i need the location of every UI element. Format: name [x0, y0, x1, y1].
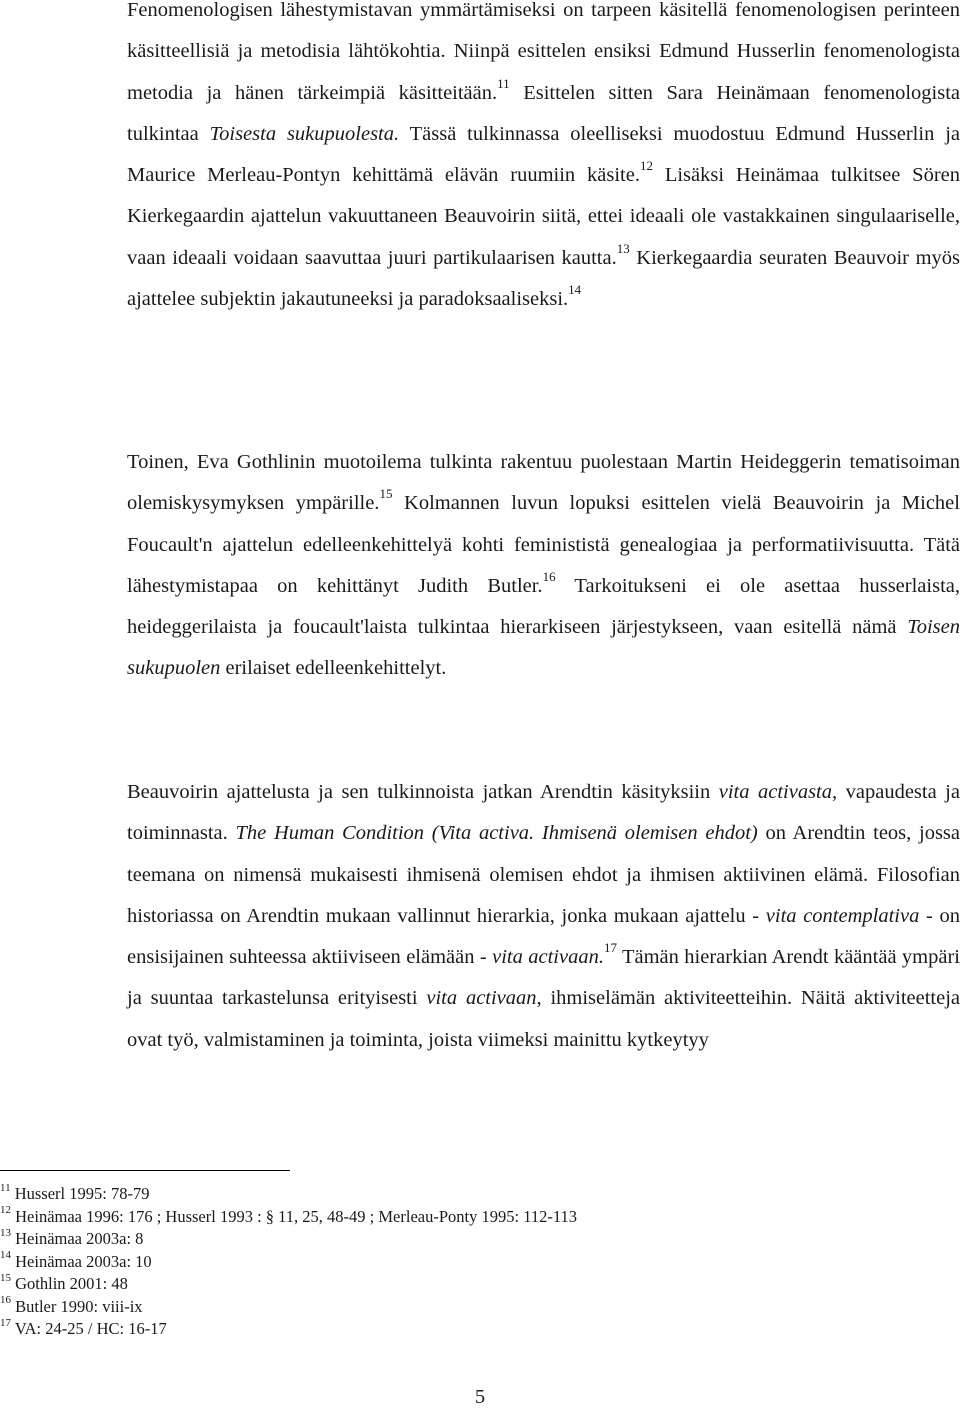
text: erilaiset edelleenkehittelyt. — [220, 657, 447, 680]
footnote-ref-13[interactable]: 13 — [616, 240, 630, 256]
paragraph-3 — [127, 772, 960, 1061]
text: Tarkoitukseni ei ole asettaa husserlaista, heideggerilaista ja foucault'laista tulkintaa hierarkiseen järjestykseen, vaan esitellä nämä — [127, 574, 960, 639]
footnote-ref-12[interactable]: 12 — [639, 158, 653, 174]
footnote-ref-11[interactable]: 11 — [497, 75, 510, 91]
footnote-ref-16[interactable]: 16 — [542, 569, 556, 585]
footnote-ref-17[interactable]: 17 — [603, 940, 617, 956]
footnote-number: 16 — [0, 1294, 11, 1306]
italic-term: vita contemplativa — [765, 904, 920, 927]
footnote-13 — [0, 1228, 960, 1251]
footnote-text: Heinämaa 2003a: 8 — [15, 1229, 144, 1248]
text: Beauvoirin ajattelusta ja sen tulkinnoista jatkan Arendtin käsityksiin — [127, 781, 719, 803]
text: Toinen, Eva Gothlinin muotoilema tulkinta rakentuu puolestaan Martin Heideggerin tematisoiman olemiskysymyksen ympärille. — [127, 451, 960, 515]
footnote-text: Husserl 1995: 78-79 — [14, 1184, 150, 1203]
footnote-number: 14 — [0, 1249, 11, 1261]
paragraph-2 — [127, 442, 960, 690]
book-title: Toisesta sukupuolesta. — [209, 122, 400, 145]
italic-term: vita activaan. — [492, 946, 604, 969]
text: Esittelen sitten Sara Heinämaan fenomenologista tulkintaa — [127, 81, 960, 145]
footnote-text: Heinämaa 1996: 176 ; Husserl 1993 : — [15, 1206, 266, 1226]
text: Tämän hierarkian Arendt kääntää ympäri ja suuntaa tarkastelunsa erityisesti — [127, 946, 960, 1010]
footnote-12 — [0, 1206, 960, 1229]
footnote-number: 15 — [0, 1271, 11, 1284]
footnote-ref-14[interactable]: 14 — [568, 282, 582, 298]
footnote-14 — [0, 1251, 960, 1274]
text: - on ensisijainen suhteessa aktiiviseen elämään - — [127, 904, 960, 969]
text: Lisäksi Heinämaa tulkitsee Sören Kierkegaardin ajattelun vakuuttaneen Beauvoirin siitä, ettei ideaali ole vastakkainen singulaariselle, vaan ideaali voidaan saavuttaa juuri partikulaarisen kautta. — [127, 164, 960, 269]
footnotes — [0, 1183, 960, 1341]
text: , vapaudesta ja toiminnasta. — [127, 781, 960, 845]
page-number: 5 — [474, 1386, 486, 1408]
text: Tässä tulkinnassa oleelliseksi muodostuu Edmund Husserlin ja Maurice Merleau-Pontyn kehittämä elävän ruumiin käsite. — [127, 122, 960, 187]
text: , ihmiselämän aktiviteetteihin. Näitä aktiviteetteja ovat työ, valmistaminen ja toiminta, joista viimeksi mainittu kytkeytyy — [127, 987, 960, 1051]
italic-term: vita activaan — [426, 987, 537, 1010]
paragraph-1 — [127, 0, 960, 320]
footnote-ref-15[interactable]: 15 — [379, 486, 393, 502]
footnote-number: 11 — [0, 1181, 11, 1194]
footnote-text: 11, 25, 48-49 ; Merleau-Ponty 1995: 112-113 — [274, 1206, 577, 1226]
footnote-number: 13 — [0, 1226, 11, 1239]
text: Fenomenologisen lähestymistavan ymmärtämiseksi on tarpeen käsitellä fenomenologisen perinteen käsitteellisiä ja metodisia lähtökohtia. Niinpä esittelen ensiksi Edmund Husserlin fenomenologista metodia ja hänen tärkeimpiä käsitteitään. — [127, 0, 960, 104]
footnote-number: 12 — [0, 1204, 11, 1216]
footnote-16 — [0, 1296, 960, 1319]
book-title: The Human Condition (Vita activa. Ihmisenä olemisen ehdot) — [235, 822, 758, 845]
footnote-11 — [0, 1183, 960, 1206]
footnote-17 — [0, 1318, 960, 1341]
footnote-text: Heinämaa 2003a: 10 — [15, 1251, 152, 1271]
text: Kierkegaardia seuraten Beauvoir myös ajattelee subjektin jakautuneeksi ja paradoksaaliseksi. — [127, 246, 960, 311]
text: on Arendtin teos, jossa teemana on nimensä mukaisesti ihmisenä olemisen ehdot ja ihmisen aktiivinen elämä. Filosofian historiassa on Arendtin mukaan vallinnut hierarkia, jonka mukaan ajattelu - — [127, 822, 960, 927]
footnote-15 — [0, 1273, 960, 1296]
footnote-text: Gothlin 2001: 48 — [15, 1274, 128, 1293]
footnote-text: VA: 24-25 / HC: 16-17 — [14, 1319, 167, 1338]
footnote-separator — [0, 1170, 290, 1171]
footnote-number: 17 — [0, 1316, 11, 1329]
italic-term: vita activasta — [718, 781, 832, 803]
section-sign: § — [265, 1206, 275, 1226]
book-title: Toisen sukupuolen — [127, 616, 960, 680]
footnote-text: Butler 1990: viii-ix — [15, 1296, 143, 1316]
text: Kolmannen luvun lopuksi esittelen vielä Beauvoirin ja Michel Foucault'n ajattelun edelleenkehittelyä kohti feminististä genealogiaa ja performatiivisuutta. Tätä lähestymistapaa on kehittänyt Judith Butler. — [127, 492, 960, 597]
